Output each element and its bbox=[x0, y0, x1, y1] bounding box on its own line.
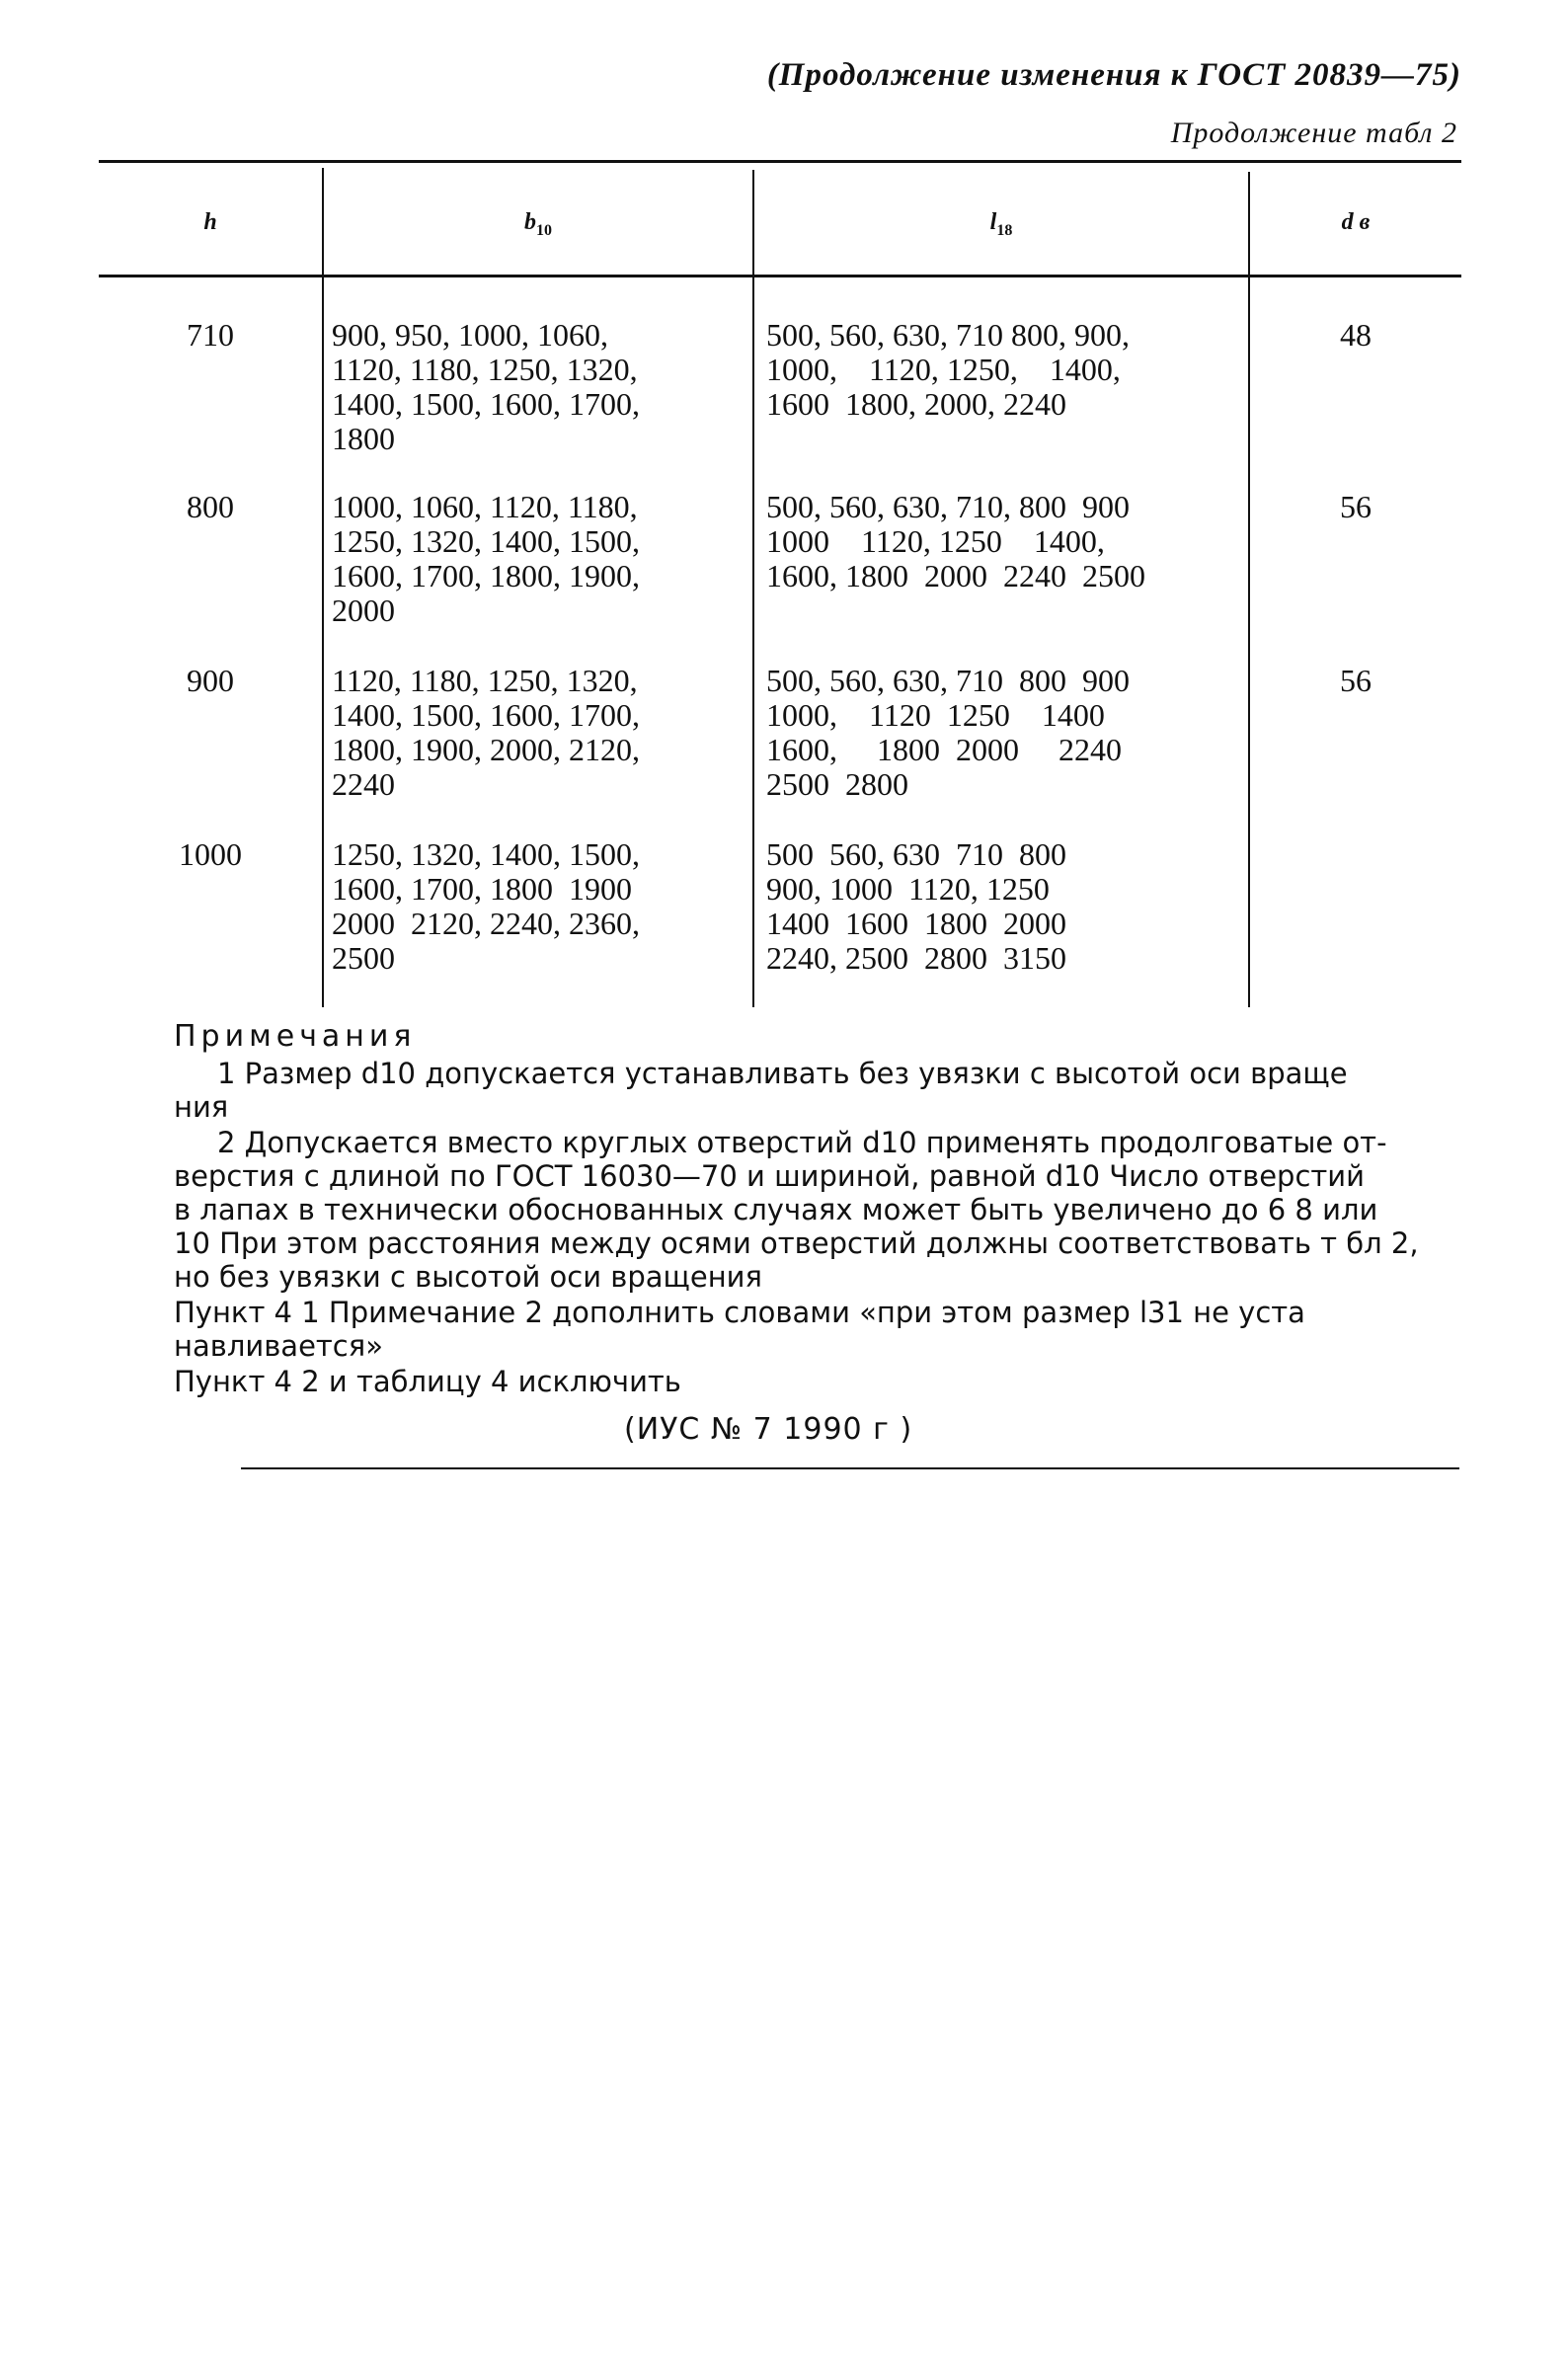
bottom-rule bbox=[241, 1467, 1459, 1469]
column-header-d: d в bbox=[1341, 209, 1371, 235]
table-cell-b: 1000, 1060, 1120, 1180, 1250, 1320, 1400, 1500, 1600, 1700, 1800, 1900, 2000 bbox=[332, 489, 640, 628]
note-line: 10 При этом расстояния между осями отверстий должны соответствовать т бл 2, bbox=[174, 1226, 1419, 1260]
table-cell-h: 1000 bbox=[179, 836, 242, 872]
clause-line: Пункт 4 1 Примечание 2 дополнить словами «при этом размер l31 не уста bbox=[174, 1296, 1305, 1329]
clause-4-1 bbox=[174, 1296, 1459, 1363]
note-2 bbox=[174, 1126, 1459, 1294]
notes-title: Примечания bbox=[174, 1019, 417, 1054]
note-line: но без увязки с высотой оси вращения bbox=[174, 1260, 762, 1294]
table-cell-h: 900 bbox=[187, 663, 234, 698]
table-cell-l: 500 560, 630 710 800 900, 1000 1120, 1250 1400 1600 1800 2000 2240, 2500 2800 3150 bbox=[766, 836, 1066, 976]
column-header-h: h bbox=[203, 209, 217, 235]
table-cell-d: 48 bbox=[1340, 317, 1372, 353]
table-cell-b: 1120, 1180, 1250, 1320, 1400, 1500, 1600, 1700, 1800, 1900, 2000, 2120, 2240 bbox=[332, 663, 640, 802]
table-cell-b: 1250, 1320, 1400, 1500, 1600, 1700, 1800 1900 2000 2120, 2240, 2360, 2500 bbox=[332, 836, 640, 976]
note-line: в лапах в технически обоснованных случаях может быть увеличено до 6 8 или bbox=[174, 1193, 1378, 1226]
note-1 bbox=[174, 1057, 1459, 1124]
table-header-rule bbox=[99, 275, 1461, 277]
clause-line: Пункт 4 2 и таблицу 4 исключить bbox=[174, 1365, 681, 1398]
source-reference: (ИУС № 7 1990 г ) bbox=[624, 1412, 913, 1447]
note-line: ния bbox=[174, 1090, 229, 1124]
note-line: 2 Допускается вместо круглых отверстий d10 применять продолговатые от- bbox=[217, 1126, 1387, 1159]
clause-line: навливается» bbox=[174, 1329, 383, 1363]
table-cell-b: 900, 950, 1000, 1060, 1120, 1180, 1250, 1320, 1400, 1500, 1600, 1700, 1800 bbox=[332, 317, 640, 456]
table-cell-d: 56 bbox=[1340, 489, 1372, 524]
continuation-header: (Продолжение изменения к ГОСТ 20839—75) bbox=[766, 57, 1461, 93]
table-continuation-label: Продолжение табл 2 bbox=[1170, 117, 1457, 149]
table-cell-h: 710 bbox=[187, 317, 234, 353]
table-cell-l: 500, 560, 630, 710 800 900 1000, 1120 1250 1400 1600, 1800 2000 2240 2500 2800 bbox=[766, 663, 1130, 802]
column-divider-1 bbox=[322, 168, 324, 1007]
note-line: верстия с длиной по ГОСТ 16030—70 и шириной, равной d10 Число отверстий bbox=[174, 1159, 1365, 1193]
note-line: 1 Размер d10 допускается устанавливать без увязки с высотой оси враще bbox=[217, 1057, 1348, 1090]
column-header-l18: $l_{18}$ bbox=[989, 209, 1013, 239]
table-cell-l: 500, 560, 630, 710 800, 900, 1000, 1120, 1250, 1400, 1600 1800, 2000, 2240 bbox=[766, 317, 1130, 422]
clause-4-2 bbox=[174, 1365, 1459, 1398]
column-header-b10: $b_{10}$ bbox=[524, 209, 552, 239]
table-top-rule bbox=[99, 160, 1461, 163]
column-divider-3 bbox=[1248, 172, 1250, 1007]
column-divider-2 bbox=[752, 170, 754, 1007]
table-cell-d: 56 bbox=[1340, 663, 1372, 698]
table-cell-l: 500, 560, 630, 710, 800 900 1000 1120, 1250 1400, 1600, 1800 2000 2240 2500 bbox=[766, 489, 1145, 593]
table-cell-h: 800 bbox=[187, 489, 234, 524]
